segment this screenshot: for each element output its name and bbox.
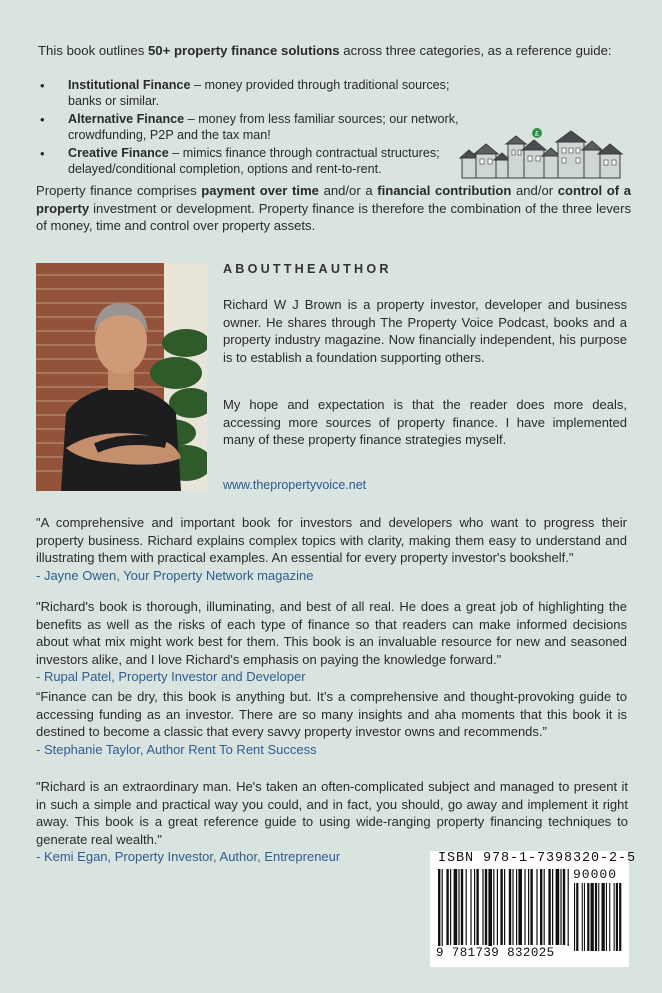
testimonial-author: - Rupal Patel, Property Investor and Developer [36, 669, 306, 684]
testimonial-author: - Jayne Owen, Your Property Network magazine [36, 567, 314, 583]
testimonial-text: “Finance can be dry, this book is anything but. It’s a comprehensive and thought-provoking guide to accessing funding as an investor. There are so many insights and aha moments that this book it is destined to become a classic that every savvy property investor owns and recommends.” [36, 689, 627, 739]
houses-illustration [458, 128, 624, 180]
definition-paragraph: Property finance comprises payment over time and/or a financial contribution and/or control of a property investment or development. Property finance is therefore the combination of the three levers of money, time and control over property assets. [36, 183, 631, 233]
finance-categories-list [40, 78, 470, 180]
list-item: • Creative Finance – mimics finance through contractual structures; delayed/conditional completion, options and rent-to-rent. [40, 146, 470, 177]
testimonial-text: "A comprehensive and important book for investors and developers who want to progress their property business. Richard explains complex topics with clarity, making them easy to understand and illustrating them with practical examples. An essential for every property investor's bookshelf." [36, 515, 627, 565]
testimonial-author: - Stephanie Taylor, Author Rent To Rent Success [36, 741, 317, 757]
isbn-number: ISBN 978-1-7398320-2-5 [438, 851, 637, 866]
author-bio: Richard W J Brown is a property investor, developer and business owner. He shares through The Property Voice Podcast, books and a property industry magazine. Now financially independent, his purpose is to establish a foundation supporting others. [223, 297, 627, 365]
testimonial-text: "Richard's book is thorough, illuminating, and best of all real. He does a great job of highlighting the benefits as well as the risks of each type of finance so that readers can make informed decisions about what mix might work best for them. This book is an invaluable resource for new and seasoned investors alike, and I love Richard's emphasis on paying the knowledge forward." [36, 599, 627, 667]
price-addon: 90000 [573, 867, 618, 882]
barcode-digits: 9 781739 832025 [436, 946, 570, 960]
testimonial-author: - Kemi Egan, Property Investor, Author, Entrepreneur [36, 849, 341, 864]
testimonial [36, 598, 627, 686]
author-statement: My hope and expectation is that the reader does more deals, accessing more sources of property finance. I have implemented many of these property finance strategies myself. [223, 397, 627, 447]
category-name: Institutional Finance [68, 78, 191, 92]
category-name: Alternative Finance [68, 112, 185, 126]
website-link[interactable]: www.thepropertyvoice.net [223, 478, 367, 492]
intro-text: This book outlines 50+ property finance solutions across three categories, as a reference guide: [38, 43, 612, 58]
testimonial [36, 688, 627, 758]
author-photo [36, 263, 207, 491]
testimonial [36, 514, 627, 584]
category-name: Creative Finance [68, 146, 169, 160]
about-heading: ABOUTTHEAUTHOR [223, 262, 392, 276]
list-item: • Institutional Finance – money provided through traditional sources; banks or similar. [40, 78, 470, 109]
svg-text:£: £ [535, 131, 539, 138]
list-item: • Alternative Finance – money from less familiar sources; our network, crowdfunding, P2P and the tax man! [40, 112, 470, 143]
testimonial-text: "Richard is an extraordinary man. He's taken an often-complicated subject and managed to present it in such a simple and practical way you could, and in fact, you should, go away and implement it right away. This book is a great reference guide to using wide-ranging property financing techniques to generate real wealth." [36, 779, 628, 847]
